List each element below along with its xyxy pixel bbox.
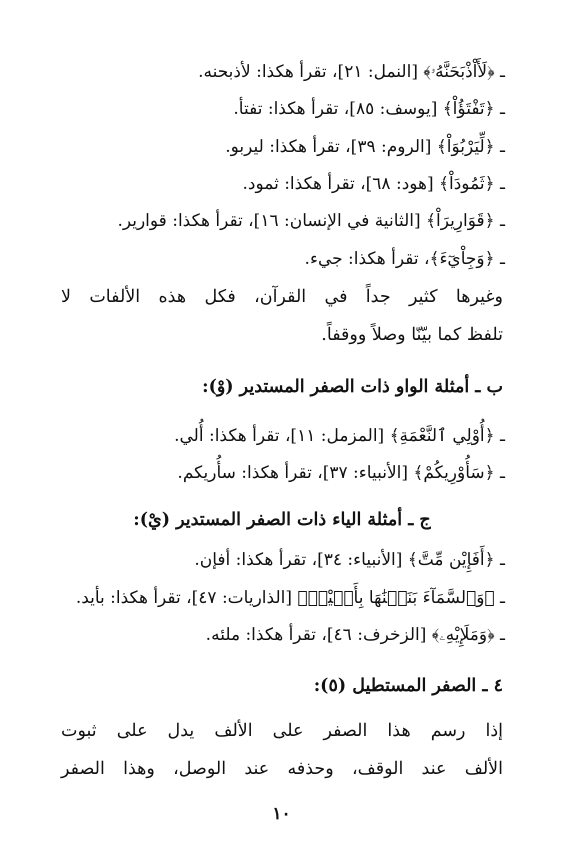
example-line: ـ ﴿وَجِاْيٓءَ﴾، تقرأ هكذا: جيء. [304,249,505,269]
example-line: ـ ﴿أَفَإِيْن مِّتَّ﴾ [الأنبياء: ٣٤]، تقرأ هكذا: أفإن. [194,550,505,570]
paragraph-line: الألف عند الوقف، وحذفه عند الوصل، وهذا الصفر [61,759,503,779]
example-line: ـ ﴿سَأُوْرِيكُمْ﴾ [الأنبياء: ٣٧]، تقرأ هكذا: سأُريكم. [177,463,505,483]
section-heading-waw: ب ـ أمثلة الواو ذات الصفر المستدير (وْ): [202,377,503,397]
section-heading-rectangular-zero: ٤ ـ الصفر المستطيل (٥): [313,676,503,696]
paragraph-line: وغيرها كثير جداً في القرآن، فكل هذه الألفات لا [61,287,503,307]
example-line: ـ ﴿قَوَارِيرَاْ﴾ [الثانية في الإنسان: ١٦]، تقرأ هكذا: قوارير. [117,211,505,231]
example-line: ـ ﴿تَفْتَؤُاْ﴾ [يوسف: ٨٥]، تقرأ هكذا: تفتأ. [233,99,505,119]
page-number: ١٠ [272,804,291,824]
example-line: ـ ﴿وَٱلسَّمَآءَ بَنَيۡنَٰهَا بِأَيۡيْدٖ﴾ [الذاريات: ٤٧]، تقرأ هكذا: بأيد. [75,588,505,608]
section-heading-ya: ج ـ أمثلة الياء ذات الصفر المستدير (يْ): [133,510,431,530]
example-line: ـ ﴿لِّيَرْبُوَاْ﴾ [الروم: ٣٩]، تقرأ هكذا: ليربو. [225,137,505,157]
example-line: ـ ﴿أُوْلِي ٱلنَّعْمَةِ﴾ [المزمل: ١١]، تقرأ هكذا: أُلي. [174,426,505,446]
paragraph-line: إذا رسم هذا الصفر على الألف يدل على ثبوت [61,721,503,741]
paragraph-line: تلفظ كما بيّنّا وصلاً ووقفاً. [321,325,503,345]
example-line: ـ ﴿لَأَاْذْبَحَنَّهُۥ﴾ [النمل: ٢١]، تقرأ هكذا: لأذبحنه. [198,62,505,82]
example-line: ـ ﴿وَمَلَإِيْهِۦ﴾ [الزخرف: ٤٦]، تقرأ هكذا: ملئه. [205,625,505,645]
example-line: ـ ﴿ثَمُودَاْ﴾ [هود: ٦٨]، تقرأ هكذا: ثمود. [242,174,505,194]
